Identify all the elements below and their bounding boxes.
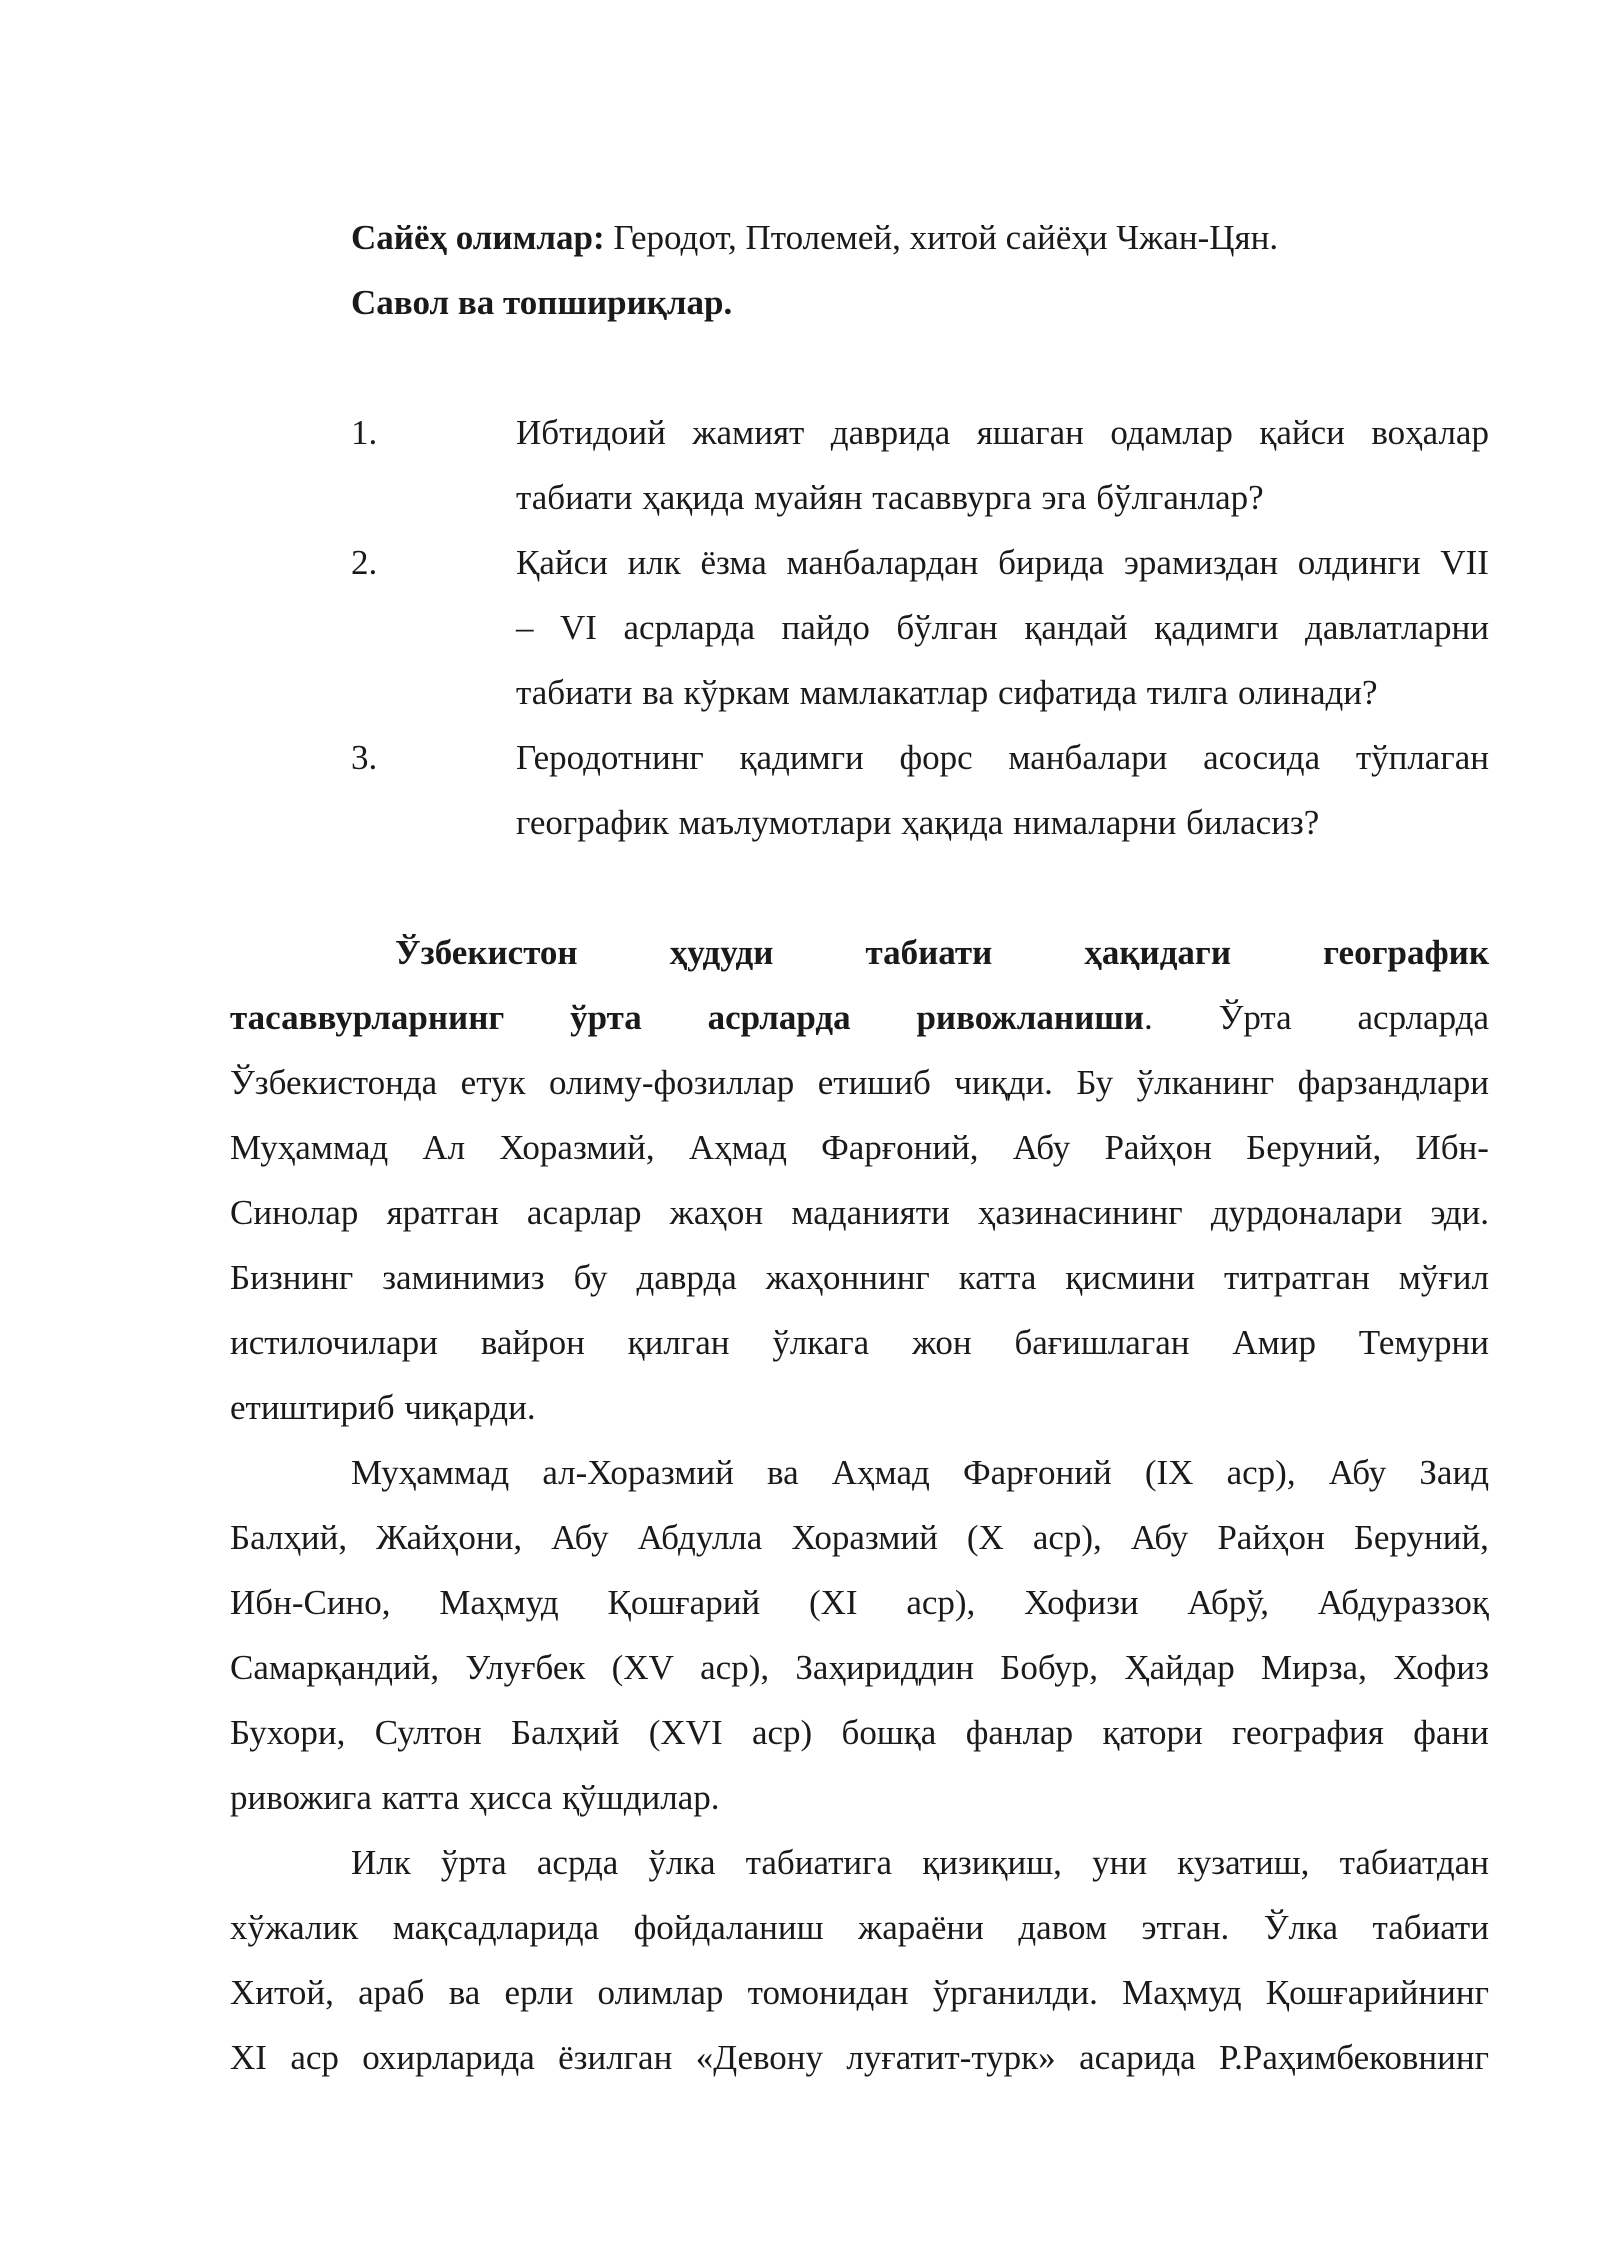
word: VII <box>1440 543 1489 582</box>
question-number: 1. <box>351 413 378 452</box>
word: Ибтидоий <box>516 413 666 452</box>
word: тасаввурга <box>872 478 1032 517</box>
paragraph-2-line <box>230 1440 1489 1505</box>
word: ўлкага <box>772 1323 870 1362</box>
question-line <box>516 790 1489 855</box>
word: Беруний, <box>1246 1128 1382 1167</box>
word: Хитой, <box>230 1973 334 2012</box>
travelers-label: Сайёҳ олимлар: <box>351 218 605 257</box>
question-text <box>516 400 1489 530</box>
word: дурдоналари <box>1210 1193 1403 1232</box>
word: жараёни <box>858 1908 984 1947</box>
word: Хофизи <box>1024 1583 1139 1622</box>
word: асарлар <box>526 1193 642 1232</box>
paragraph-3-line <box>230 2025 1489 2090</box>
word: Абу <box>1012 1128 1071 1167</box>
section-heading-line-1 <box>230 920 1489 985</box>
word: бағишлаган <box>1014 1323 1190 1362</box>
word: жаҳон <box>669 1193 764 1232</box>
word: яшаган <box>976 413 1084 452</box>
paragraph-2-line <box>230 1570 1489 1635</box>
word: форс <box>899 738 973 777</box>
word: табиати <box>865 933 993 972</box>
word: эрамиздан <box>1123 543 1279 582</box>
word: – <box>516 608 534 647</box>
word: Маҳмуд <box>1122 1973 1242 2012</box>
word: фани <box>1413 1713 1489 1752</box>
word: Абу <box>1130 1518 1189 1557</box>
word: Қошғарий <box>607 1583 761 1622</box>
word: ҳазинасининг <box>977 1193 1183 1232</box>
word: мақсадларида <box>392 1908 600 1947</box>
word: муайян <box>754 478 863 517</box>
word: ал-Хоразмий <box>542 1453 734 1492</box>
word: қисмини <box>1065 1258 1196 1297</box>
word: Ҳайдар <box>1124 1648 1235 1687</box>
word: асосида <box>1203 738 1321 777</box>
word: Аҳмад <box>831 1453 930 1492</box>
word: араб <box>358 1973 425 2012</box>
word: манбалари <box>1008 738 1168 777</box>
question-line <box>516 465 1489 530</box>
word: табиати <box>516 673 633 712</box>
word: Хофиз <box>1393 1648 1489 1687</box>
word: ўлканинг <box>1136 1063 1275 1102</box>
word: ҳақидаги <box>1084 933 1231 972</box>
paragraph-1-line <box>230 1115 1489 1180</box>
word: истилочилари <box>230 1323 438 1362</box>
word: VI <box>560 608 597 647</box>
word: жон <box>912 1323 972 1362</box>
word: эга <box>1041 478 1087 517</box>
word: Муҳаммад <box>230 1128 389 1167</box>
word: қўшдилар. <box>562 1778 720 1817</box>
word: Илк <box>351 1843 411 1882</box>
word: ва <box>448 1973 481 2012</box>
word: этган. <box>1141 1908 1230 1947</box>
word: кўркам <box>683 673 790 712</box>
word: хўжалик <box>230 1908 359 1947</box>
word: нималарни <box>1013 803 1177 842</box>
word: (IX <box>1144 1453 1194 1492</box>
word: Мирза, <box>1260 1648 1367 1687</box>
paragraph-1-line <box>230 1310 1489 1375</box>
travelers-line <box>230 205 1489 270</box>
question-text <box>516 530 1489 725</box>
word: қизиқиш, <box>922 1843 1062 1882</box>
questions-title: Савол ва топшириқлар. <box>351 283 733 322</box>
word: ёзилган <box>558 2038 673 2077</box>
word: (XV <box>611 1648 674 1687</box>
word: табиати <box>516 478 633 517</box>
word: Абрў, <box>1187 1583 1269 1622</box>
word: фарзандлари <box>1297 1063 1489 1102</box>
word: аср) <box>751 1713 813 1752</box>
word: Қошғарийнинг <box>1265 1973 1489 2012</box>
word: Бобур, <box>1000 1648 1099 1687</box>
word: (X <box>966 1518 1004 1557</box>
word: мамлакатлар <box>799 673 989 712</box>
paragraph-3-line <box>230 1960 1489 2025</box>
word: Абдураззоқ <box>1317 1583 1489 1622</box>
word: ривожига <box>230 1778 372 1817</box>
word: ерли <box>504 1973 574 2012</box>
word: кузатиш, <box>1177 1843 1310 1882</box>
word: олиму-фозиллар <box>549 1063 795 1102</box>
word: жаҳоннинг <box>765 1258 930 1297</box>
word: давом <box>1018 1908 1107 1947</box>
word: Геродотнинг <box>516 738 704 777</box>
word: XI <box>230 2038 267 2077</box>
word: биласиз? <box>1186 803 1320 842</box>
word: Темурни <box>1358 1323 1489 1362</box>
word: Ўзбекистонда <box>230 1063 438 1102</box>
word: Р.Раҳимбековнинг <box>1219 2038 1489 2077</box>
word: географик <box>1323 933 1489 972</box>
word: Ўлка <box>1263 1908 1338 1947</box>
word: охирларида <box>362 2038 535 2077</box>
word: маълумотлари <box>678 803 892 842</box>
word: етишиб <box>817 1063 931 1102</box>
word: Абу <box>1328 1453 1387 1492</box>
word: география <box>1232 1713 1384 1752</box>
word: тўплаган <box>1355 738 1489 777</box>
section-heading-line-2 <box>230 985 1489 1050</box>
word: мўғил <box>1398 1258 1489 1297</box>
question-text <box>516 725 1489 855</box>
question-line <box>516 530 1489 595</box>
word: бошқа <box>841 1713 937 1752</box>
word: Муҳаммад <box>351 1453 510 1492</box>
word: Балҳий, <box>230 1518 348 1557</box>
word: Маҳмуд <box>439 1583 559 1622</box>
word: катта <box>381 1778 460 1817</box>
word: яратган <box>386 1193 499 1232</box>
word: «Девону <box>695 2038 824 2077</box>
word: қилган <box>627 1323 730 1362</box>
word: Жайҳони, <box>376 1518 523 1557</box>
word: етиштириб <box>230 1388 395 1427</box>
word: асрларда <box>1357 998 1489 1037</box>
word: Райҳон <box>1104 1128 1212 1167</box>
word: аср), <box>1226 1453 1296 1492</box>
paragraph-1-line <box>230 1180 1489 1245</box>
word: Аҳмад <box>688 1128 787 1167</box>
word: Райҳон <box>1217 1518 1325 1557</box>
word: аср), <box>1032 1518 1102 1557</box>
word: асрда <box>536 1843 619 1882</box>
word: Бу <box>1076 1063 1114 1102</box>
word: фойдаланиш <box>633 1908 824 1947</box>
word: (XVI <box>648 1713 723 1752</box>
question-line <box>516 400 1489 465</box>
word: пайдо <box>781 608 870 647</box>
word: тилга <box>1146 673 1229 712</box>
paragraph-1-line <box>230 1245 1489 1310</box>
word: даврда <box>636 1258 737 1297</box>
document-body <box>230 205 1489 2090</box>
word: бўлганлар? <box>1096 478 1264 517</box>
word: луғатит-турк» <box>846 2038 1056 2077</box>
paragraph-2-line <box>230 1505 1489 1570</box>
word: аср <box>290 2038 339 2077</box>
word: Фарғоний <box>962 1453 1112 1492</box>
word: ҳақида <box>901 803 1004 842</box>
word: қандай <box>1024 608 1128 647</box>
word: даврида <box>830 413 951 452</box>
word: Бухори, <box>230 1713 346 1752</box>
heading-word: асрларда <box>707 998 851 1037</box>
paragraph-2-line <box>230 1765 1489 1830</box>
word: ўлка <box>648 1843 716 1882</box>
word: вайрон <box>480 1323 585 1362</box>
word: қайси <box>1259 413 1345 452</box>
word: уни <box>1092 1843 1148 1882</box>
questions-list <box>230 400 1489 855</box>
word: Султон <box>374 1713 482 1752</box>
word: титратган <box>1224 1258 1370 1297</box>
word: Ўзбекистон <box>395 933 578 972</box>
word: Ибн- <box>1415 1128 1489 1167</box>
word: манбалардан <box>786 543 979 582</box>
word: табиати <box>1372 1908 1489 1947</box>
word: чиқди. <box>954 1063 1053 1102</box>
question-line <box>516 660 1489 725</box>
word: сифатида <box>998 673 1137 712</box>
word: фанлар <box>965 1713 1074 1752</box>
word: Амир <box>1232 1323 1316 1362</box>
word: Балҳий <box>511 1713 620 1752</box>
word: ҳақида <box>642 478 745 517</box>
word: катта <box>958 1258 1037 1297</box>
question-item <box>230 530 1489 725</box>
word: Бизнинг <box>230 1258 354 1297</box>
paragraph-1-line <box>230 1375 1489 1440</box>
word: Фарғоний, <box>821 1128 979 1167</box>
heading-word: ривожланиши. <box>916 998 1153 1037</box>
word: ҳудуди <box>669 933 774 972</box>
word: Қайси <box>516 543 608 582</box>
word: чиқарди. <box>404 1388 536 1427</box>
word: Заҳириддин <box>795 1648 974 1687</box>
word: ва <box>767 1453 799 1492</box>
word: воҳалар <box>1371 413 1489 452</box>
word: Ўрта <box>1218 998 1292 1037</box>
word: табиатдан <box>1339 1843 1489 1882</box>
word: жамият <box>692 413 805 452</box>
word: Синолар <box>230 1193 359 1232</box>
word: Хоразмий <box>791 1518 938 1557</box>
question-line <box>516 595 1489 660</box>
word: бу <box>573 1258 608 1297</box>
paragraph-3-line <box>230 1895 1489 1960</box>
paragraph-2-line <box>230 1635 1489 1700</box>
word: Абу <box>551 1518 609 1557</box>
word: Заид <box>1419 1453 1489 1492</box>
heading-word: тасаввурларнинг <box>230 998 505 1037</box>
word: бўлган <box>896 608 998 647</box>
word: ва <box>642 673 674 712</box>
word: Хоразмий, <box>499 1128 655 1167</box>
word: бирида <box>998 543 1105 582</box>
word: Улуғбек <box>465 1648 586 1687</box>
question-number: 2. <box>351 543 378 582</box>
word: одамлар <box>1110 413 1233 452</box>
word: Ибн-Сино, <box>230 1583 391 1622</box>
word: қадимги <box>1154 608 1279 647</box>
question-item <box>230 400 1489 530</box>
word: табиатига <box>745 1843 893 1882</box>
word: ёзма <box>700 543 767 582</box>
word: Ал <box>422 1128 466 1167</box>
word: эди. <box>1430 1193 1489 1232</box>
word: аср), <box>700 1648 770 1687</box>
heading-word: ўрта <box>570 998 642 1037</box>
paragraph-2-line <box>230 1700 1489 1765</box>
word: Беруний, <box>1353 1518 1489 1557</box>
question-item <box>230 725 1489 855</box>
word: заминимиз <box>382 1258 545 1297</box>
word: давлатларни <box>1305 608 1489 647</box>
word: томонидан <box>747 1973 909 2012</box>
travelers-text: Геродот, Птолемей, хитой сайёҳи Чжан-Цян. <box>604 218 1279 257</box>
word: ҳисса <box>469 1778 553 1817</box>
word: етук <box>460 1063 526 1102</box>
word: олимлар <box>597 1973 724 2012</box>
heading-period: . <box>1143 998 1153 1037</box>
word: қадимги <box>739 738 864 777</box>
word: асрларда <box>623 608 755 647</box>
paragraph-1-line <box>230 1050 1489 1115</box>
word: (XI <box>808 1583 858 1622</box>
word: маданияти <box>791 1193 950 1232</box>
word: ўрта <box>440 1843 507 1882</box>
word: қатори <box>1102 1713 1203 1752</box>
word: олдинги <box>1297 543 1421 582</box>
word: географик <box>516 803 669 842</box>
word: Самарқандий, <box>230 1648 440 1687</box>
word: асарида <box>1079 2038 1196 2077</box>
word: ўрганилди. <box>932 1973 1098 2012</box>
word: илк <box>627 543 681 582</box>
section-body <box>230 920 1489 2090</box>
word: аср), <box>906 1583 976 1622</box>
word: олинади? <box>1237 673 1378 712</box>
word: Абдулла <box>637 1518 763 1557</box>
paragraph-3-line <box>230 1830 1489 1895</box>
question-line <box>516 725 1489 790</box>
question-number: 3. <box>351 738 378 777</box>
